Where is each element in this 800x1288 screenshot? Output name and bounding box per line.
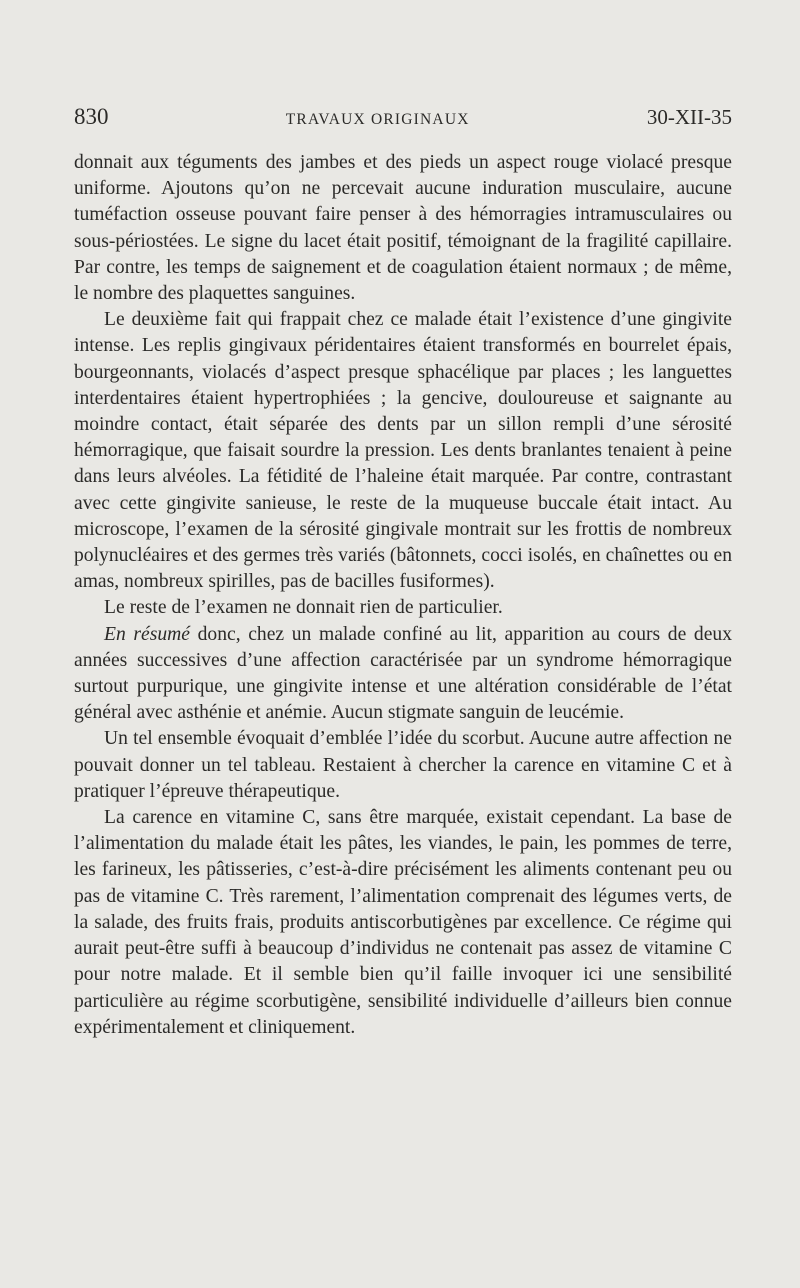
body-text [74, 150, 732, 1041]
running-title: TRAVAUX ORIGINAUX [285, 111, 470, 128]
page-number: 830 [74, 104, 109, 129]
paragraph-1: donnait aux téguments des jambes et des pieds un aspect rouge violacé presque uniforme. Ajoutons qu’on ne percevait aucune induration musculaire, aucune tuméfaction osseuse pouvant faire penser à des hémorragies intramusculaires ou sous-périostées. Le signe du lacet était positif, témoignant de la fragilité capillaire. Par contre, les temps de saignement et de coagulation étaient normaux ; de même, le nombre des plaquettes sanguines. [74, 152, 732, 305]
page-header [74, 104, 732, 134]
summary-lead: En résumé [104, 623, 190, 645]
paragraph-2: Le deuxième fait qui frappait chez ce malade était l’existence d’une gingivite intense. Les replis gingivaux péridentaires étaient transformés en bourrelet épais, bourgeonnants, violacés d’aspect presque sphacélique par places ; les languettes interdentaires étaient hypertrophiées ; la gencive, douloureuse et saignante au moindre contact, était séparée des dents par un sillon rempli d’une sérosité hémorragique, que faisait sourdre la pression. Les dents branlantes tenaient à peine dans leurs alvéoles. La fétidité de l’haleine était marquée. Par contre, contrastant avec cette gingivite sanieuse, le reste de la muqueuse buccale était intact. Au microscope, l’examen de la sérosité gingivale montrait sur les frottis de nombreux polynucléaires et des germes très variés (bâtonnets, cocci isolés, en chaînettes ou en amas, nombreux spirilles, pas de bacilles fusiformes). [74, 309, 732, 593]
summary-text: donc, chez un malade confiné au lit, apparition au cours de deux années successives d’une affection caractérisée par un syndrome hémorragique surtout purpurique, une gingivite intense et une altération considérable de l’état général avec asthénie et anémie. Aucun stigmate sanguin de leucémie. [74, 623, 732, 724]
paragraph-4 [74, 622, 732, 727]
issue-date: 30-XII-35 [646, 105, 732, 129]
paragraph-3: Le reste de l’examen ne donnait rien de particulier. [104, 597, 503, 619]
paragraph-6: La carence en vitamine C, sans être marquée, existait cependant. La base de l’alimentation du malade était les pâtes, les viandes, le pain, les pommes de terre, les farineux, les pâtisseries, c’est-à-dire précisément les aliments contenant peu ou pas de vitamine C. Très rarement, l’alimentation comprenait des légumes verts, de la salade, des fruits frais, produits antiscorbutigènes par excellence. Ce régime qui aurait peut-être suffi à beaucoup d’individus ne contenait pas assez de vitamine C pour notre malade. Et il semble bien qu’il faille invoquer ici une sensibilité particulière au régime scorbutigène, sensibilité individuelle d’ailleurs bien connue expérimentalement et cliniquement. [74, 807, 732, 1038]
paragraph-5: Un tel ensemble évoquait d’emblée l’idée du scorbut. Aucune autre affection ne pouvait donner un tel tableau. Restaient à chercher la carence en vitamine C et à pratiquer l’épreuve thérapeutique. [74, 728, 732, 802]
